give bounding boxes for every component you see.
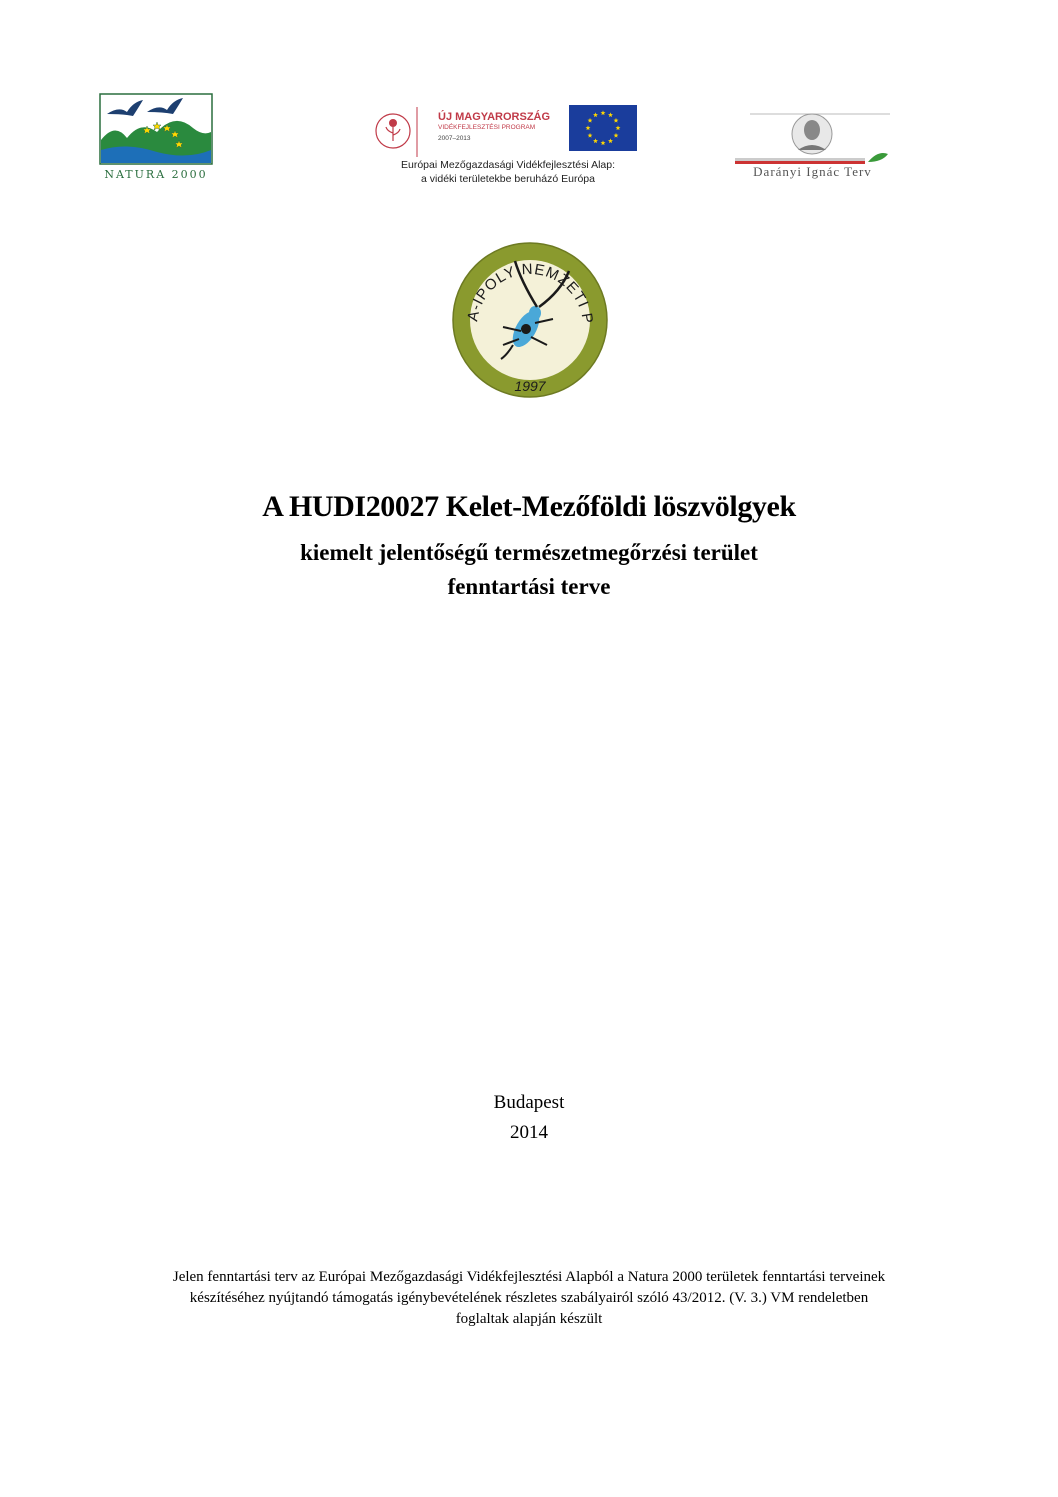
document-title: A HUDI20027 Kelet-Mezőföldi löszvölgyek [262,490,796,523]
umft-years: 2007–2013 [438,135,471,142]
umft-fund-line: Európai Mezőgazdasági Vidékfejlesztési Alap: [400,159,616,171]
document-subtitle: kiemelt jelentőségű természetmegőrzési terület [300,540,758,565]
portrait-emblem-icon [730,106,895,166]
funding-note-line: készítéséhez nyújtandó támogatás igénybevételének részletes szabályairól szóló 43/2012. (V. 3.) VM rendeletben [189,1290,869,1306]
uj-magyarorszag-logo [373,103,643,193]
natura-2000-emblem [97,92,215,170]
publication-city: Budapest [493,1092,565,1113]
document-subtitle-line2: fenntartási terve [447,574,611,599]
natura-2000-wordmark: NATURA 2000 [104,168,208,181]
daranyi-ignac-terv-logo [730,106,895,186]
funding-note-line: foglaltak alapján készült [455,1311,603,1327]
dinp-arc-text: A-IPOLY NEMZETI P [464,260,596,325]
duna-ipoly-nemzeti-park-logo [451,241,609,399]
dinp-year: 1997 [514,378,546,394]
natura-2000-logo [97,92,215,188]
eu-flag-icon [569,105,637,151]
daranyi-wordmark: Darányi Ignác Terv [753,164,872,179]
funding-note-line: Jelen fenntartási terv az Európai Mezőgazdasági Vidékfejlesztési Alapból a Natura 2000 területek fenntartási terveinek [172,1269,886,1285]
umft-slogan-line: a vidéki területekbe beruházó Európa [421,173,595,185]
flower-emblem-icon [373,103,435,161]
publication-year: 2014 [510,1122,548,1143]
umft-title: ÚJ MAGYARORSZÁG [438,111,551,123]
umft-subtitle: VIDÉKFEJLESZTÉSI PROGRAM [438,124,536,131]
dinp-emblem [451,241,609,399]
